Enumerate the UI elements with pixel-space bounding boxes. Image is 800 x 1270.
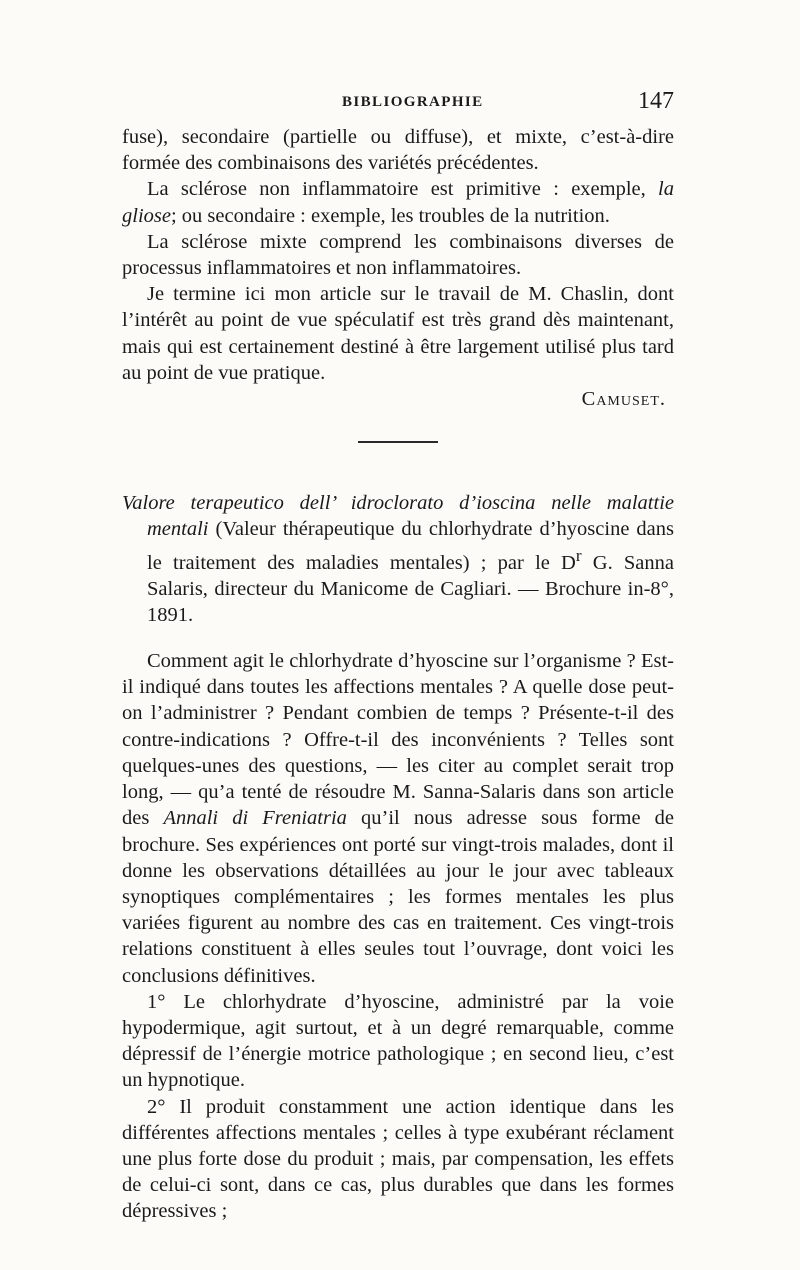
paragraph-conclusion: Je termine ici mon article sur le travail de M. Chaslin, dont l’intérêt au point de vue spéculatif est très grand dès maintenant, mais qui est certainement destiné à être largement utilisé plus tard au point de vue pratique. (122, 283, 674, 384)
running-head (122, 88, 674, 118)
paragraph-conclusion-1: 1° Le chlorhydrate d’hyoscine, administré par la voie hypodermique, agit surtout, et à un degré remarquable, comme dépressif de l’énergie motrice pathologique ; en second lieu, c’est un hypnotique. (122, 990, 674, 1092)
entry-text: G. Sanna Salaris, directeur du Manicome de Cagliari. — Brochure in-8°, 1891. (147, 551, 674, 626)
paragraph-text: Comment agit le chlorhydrate d’hyoscine sur l’organisme ? Est-il indiqué dans toutes les affections mentales ? A quelle dose peut-on l’administrer ? Pendant combien de temps ? Présente-t-il des contre-indications ? Offre-t-il des inconvénients ? Telles sont quelques-unes des questions, — les citer au complet serait trop long, — qu’a tenté de résoudre M. Sanna-Salaris dans son article des (122, 650, 674, 830)
paragraph-text: La sclérose non inflammatoire est primitive : exemple, (147, 178, 659, 201)
bibliographic-entry (122, 490, 674, 628)
page-body (122, 124, 674, 1225)
work-title: Valore terapeutico dell’ idroclorato d’ioscina nelle malattie mentali (122, 492, 674, 541)
paragraph-sclerose-mixte: La sclérose mixte comprend les combinaisons diverses de processus inflammatoires et non inflammatoires. (122, 230, 674, 280)
paragraph-sclerose-non-inflammatoire (122, 176, 674, 228)
section-divider (358, 441, 438, 443)
paragraph-questions (122, 648, 674, 989)
journal-title: Annali di Freniatria (163, 807, 347, 830)
superscript: r (575, 545, 582, 565)
paragraph-text: qu’il nous adresse sous forme de brochure. Ses expériences ont porté sur vingt-trois malades, dont il donne les observations détaillées au jour le jour avec tableaux synoptiques complémentaires ; les formes mentales les plus variées figurent au nombre des cas en traitement. Ces vingt-trois relations constituent à elles seules tout l’ouvrage, dont voici les conclusions définitives. (122, 807, 675, 987)
paragraph-text: ; ou secondaire : exemple, les troubles de la nutrition. (170, 204, 610, 227)
entry-text: (Valeur thérapeutique du chlorhydrate d’hyoscine dans le traitement des maladies mentales) ; par le D (147, 518, 674, 574)
paragraph-conclusion-2: 2° Il produit constamment une action identique dans les différentes affections mentales ; celles à type exubérant réclament une plus forte dose du produit ; mais, par compensation, les effets de celui-ci sont, dans ce cas, plus durables que dans les formes dépressives ; (122, 1095, 674, 1223)
italic-term: la gliose (122, 178, 674, 227)
author-signature: Camuset. (581, 388, 666, 411)
paragraph-continuation: fuse), secondaire (partielle ou diffuse), et mixte, c’est-à-dire formée des combinaisons des variétés précédentes. (122, 126, 674, 175)
page-number: 147 (638, 88, 674, 114)
running-title: BIBLIOGRAPHIE (342, 94, 484, 110)
